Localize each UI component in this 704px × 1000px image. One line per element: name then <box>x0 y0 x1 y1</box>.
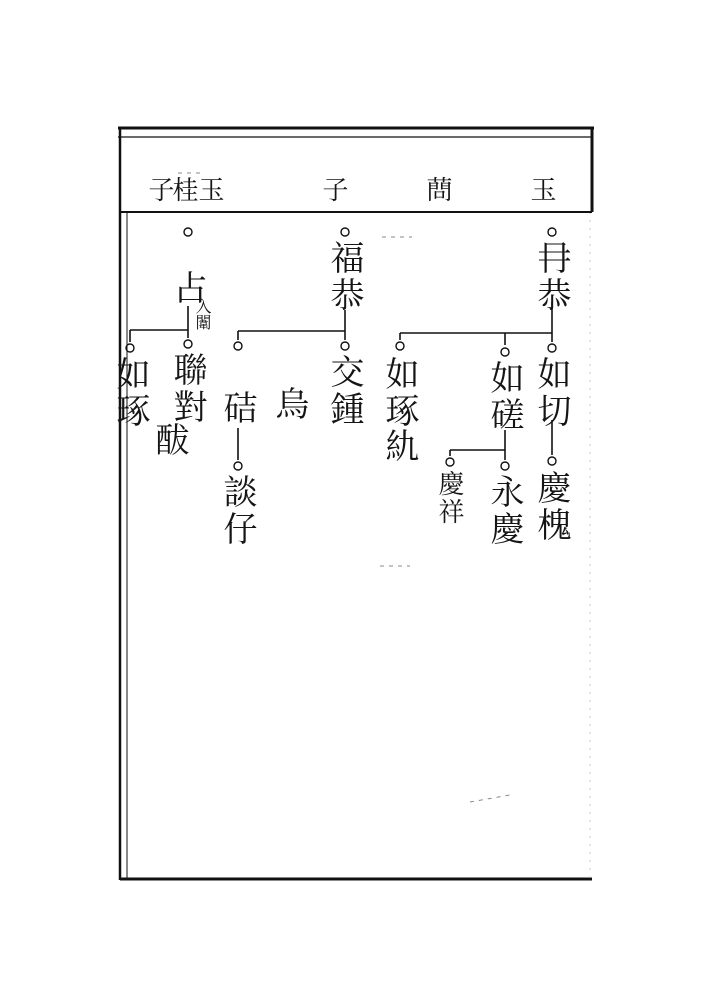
person-name: 慶槐 <box>531 470 571 544</box>
node-marker <box>548 228 556 236</box>
node-marker <box>341 342 349 350</box>
header-col-2: 蔄 <box>422 176 452 204</box>
person-name-note: 䊵 <box>379 428 419 465</box>
node-marker <box>548 344 556 352</box>
header-col-4: 玉 <box>194 176 224 204</box>
person-name: 永慶 <box>484 474 524 548</box>
node-marker <box>184 340 192 348</box>
person-name-note: 䣮 <box>149 422 189 459</box>
node-marker <box>446 458 454 466</box>
node-marker <box>184 228 192 236</box>
person-name: 冄恭 <box>531 240 571 314</box>
person-name: 如切 <box>531 356 571 430</box>
person-annotation: 入闈 <box>193 298 212 330</box>
person-name: 如磋 <box>484 360 524 434</box>
person-name: 如琢 <box>379 356 419 430</box>
node-marker <box>501 348 509 356</box>
person-name: 交鍾 <box>324 354 364 428</box>
node-marker <box>341 228 349 236</box>
header-col-3: 子 <box>318 176 348 204</box>
person-name: 硈 <box>217 390 257 427</box>
header-col-6: 子 <box>144 176 174 204</box>
node-marker <box>234 462 242 470</box>
person-name: 烏 <box>269 386 309 423</box>
header-col-1: 玉 <box>526 176 556 204</box>
node-marker <box>396 342 404 350</box>
node-marker <box>501 462 509 470</box>
person-name: 慶祥 <box>434 470 464 526</box>
person-name: 福恭 <box>324 240 364 314</box>
node-marker <box>234 342 242 350</box>
header-col-5: 桂 <box>168 176 198 204</box>
person-name: 聯對 <box>167 352 207 426</box>
person-name: 占 <box>167 270 207 307</box>
person-name: 如琢 <box>110 356 150 430</box>
print-speckle <box>470 795 510 802</box>
node-marker <box>548 457 556 465</box>
person-name: 談仔 <box>217 474 257 548</box>
